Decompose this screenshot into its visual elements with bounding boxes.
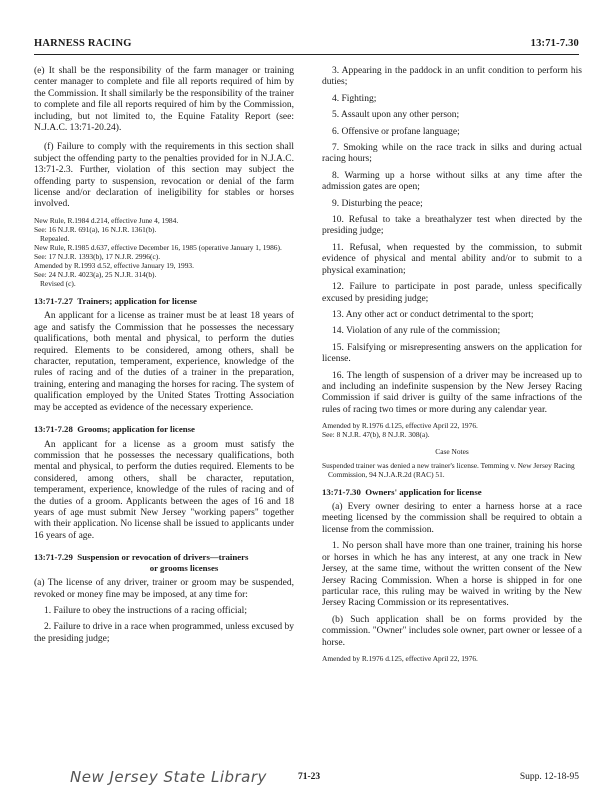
- list-item: 12. Failure to participate in post parade, unless specifically excused by presiding judge;: [322, 282, 582, 304]
- list-item: 7. Smoking while on the race track in silks and during actual racing hours;: [322, 143, 582, 165]
- section-730-a: (a) Every owner desiring to enter a harness horse at a race meeting licensed by the commission shall be required to obtain a license from the commission.: [322, 502, 582, 535]
- page-number: 71-23: [298, 772, 321, 782]
- section-number: 13:71-7.29: [34, 552, 73, 563]
- section-729-a: (a) The license of any driver, trainer or groom may be suspended, revoked or money fine may be imposed, at any time for:: [34, 578, 294, 600]
- section-727-text: An applicant for a license as trainer must be at least 18 years of age and satisfy the Commission that he possesses the necessary qualifications, both mental and physical, to perform the duties required. Elements to be considered, among others, shall be character, reputation, temperament, experience, knowledge of the rules of racing and of the duties of a trainer in the preparation, training, entering and managing the horses for racing. The system of qualification employed by the United States Trotting Association may be accepted as evidence of the necessary experience.: [34, 311, 294, 413]
- section-number: 13:71-7.30: [322, 486, 361, 497]
- header-rule: [34, 54, 579, 55]
- section-title: Owners' application for license: [365, 486, 482, 497]
- header-section: 13:71-7.30: [530, 38, 579, 49]
- history-line: See: 24 N.J.R. 4023(a), 25 N.J.R. 314(b).: [34, 269, 157, 279]
- section-728-text: An applicant for a license as a groom must satisfy the commission that he possesses the necessary qualifications, both mental and physical, to perform the duties required. Elements to be considered, among others, shall be character, reputation, temperament, experience, knowledge of the rules of racing and of the duties of a groom. Applicants between the ages of 16 and 18 years of age must submit New Jersey "working papers" together with their application. No license shall be issued to applicants under 16 years of age.: [34, 439, 294, 541]
- paragraph-f: (f) Failure to comply with the requirements in this section shall subject the offending party to the penalties provided for in N.J.A.C. 13:71-2.3. Further, violation of this section may subject the offending party to suspension, revocation or denial of the farm license and/or declaration of ineligibility for stables or horses involved.: [34, 142, 294, 210]
- supplement-date: Supp. 12-18-95: [519, 772, 579, 782]
- right-column: [322, 66, 582, 670]
- history-note: [34, 216, 294, 288]
- section-number: 13:71-7.28: [34, 424, 73, 435]
- history-note: [322, 654, 582, 663]
- list-item: 4. Fighting;: [332, 93, 377, 104]
- history-line: See: 17 N.J.R. 1393(b), 17 N.J.R. 2996(c).: [34, 251, 161, 261]
- list-item: 14. Violation of any rule of the commission;: [332, 326, 501, 337]
- history-line: See: 8 N.J.R. 47(b), 8 N.J.R. 308(a).: [322, 430, 430, 440]
- section-title: Trainers; application for license: [77, 295, 197, 306]
- header-title: HARNESS RACING: [34, 38, 132, 49]
- section-title-cont: or grooms licenses: [149, 562, 219, 573]
- list-item: 9. Disturbing the peace;: [332, 198, 423, 209]
- list-item: 1. Failure to obey the instructions of a racing official;: [44, 606, 247, 616]
- section-title: Suspension or revocation of drivers—trainers: [77, 552, 249, 563]
- list-item: 15. Falsifying or misrepresenting answers on the application for license.: [322, 342, 582, 365]
- section-730-a1: 1. No person shall have more than one trainer, training his horse or horses in which he has any interest, at any one track in New Jersey, at the same time, without the written consent of the New Jersey Racing Commission. When a horse is shipped in for one particular race, this ruling may be waived in writing by the New Jersey Racing Commission or its representatives.: [322, 541, 582, 609]
- history-line: Amended by R.1976 d.125, effective April 22, 1976.: [322, 653, 478, 663]
- list-item: 8. Warming up a horse without silks at any time after the admission gates are open;: [322, 170, 582, 193]
- list-item: 13. Any other act or conduct detrimental to the sport;: [332, 309, 534, 320]
- section-heading-728: [34, 424, 294, 435]
- list-item: 2. Failure to drive in a race when programmed, unless excused by the presiding judge;: [34, 622, 294, 644]
- history-line: See: 16 N.J.R. 691(a), 16 N.J.R. 1361(b).: [34, 224, 157, 234]
- list-item: 3. Appearing in the paddock in an unfit condition to perform his duties;: [322, 66, 582, 88]
- list-item: 6. Offensive or profane language;: [332, 126, 460, 137]
- history-line: New Rule, R.1984 d.214, effective June 4, 1984.: [34, 215, 179, 225]
- history-line: Amended by R.1976 d.125, effective April 22, 1976.: [322, 421, 478, 431]
- section-heading-729: [34, 552, 294, 573]
- list-item: 5. Assault upon any other person;: [332, 110, 460, 121]
- case-note: Suspended trainer was denied a new trainer's license. Temming v. New Jersey Racing Commission, 94 N.J.A.R.2d (RAC) 51.: [322, 460, 575, 479]
- running-header: [34, 38, 579, 52]
- history-line: Amended by R.1993 d.52, effective January 19, 1993.: [34, 260, 194, 270]
- section-heading-730: [322, 487, 582, 498]
- list-item: 11. Refusal, when requested by the commission, to submit evidence of physical and mental ability and/or to submit to a physical examination;: [322, 242, 582, 276]
- paragraph-e: (e) It shall be the responsibility of the farm manager or training center manager to complete and file all reports required of him by the Commission. It shall similarly be the responsibility of the trainer to complete and file all reports required of him by the Commission, including, but not limited to, the Equine Fatality Report (see: N.J.A.C. 13:71-20.24).: [34, 66, 294, 134]
- history-line: New Rule, R.1985 d.637, effective December 16, 1985 (operative January 1, 1986).: [34, 242, 282, 252]
- left-column: [34, 66, 294, 650]
- history-note: [322, 421, 582, 439]
- list-item: 16. The length of suspension of a driver may be increased up to and including an indefinite suspension by the New Jersey Racing Commission if said driver is guilty of the same infractions of the rules of racing two times or more during any calendar year.: [322, 370, 582, 415]
- history-line: Revised (c).: [40, 278, 76, 288]
- library-watermark: New Jersey State Library: [70, 768, 267, 786]
- section-number: 13:71-7.27: [34, 295, 73, 306]
- history-line: Repealed.: [40, 233, 70, 243]
- section-heading-727: [34, 296, 294, 307]
- case-notes-title: Case Notes: [435, 447, 469, 457]
- list-item: 10. Refusal to take a breathalyzer test when directed by the presiding judge;: [322, 215, 582, 237]
- section-title: Grooms; application for license: [77, 424, 195, 435]
- section-730-b: (b) Such application shall be on forms provided by the commission. "Owner" includes sole owner, part owner or lessee of a horse.: [322, 614, 582, 648]
- page-footer: [34, 768, 579, 786]
